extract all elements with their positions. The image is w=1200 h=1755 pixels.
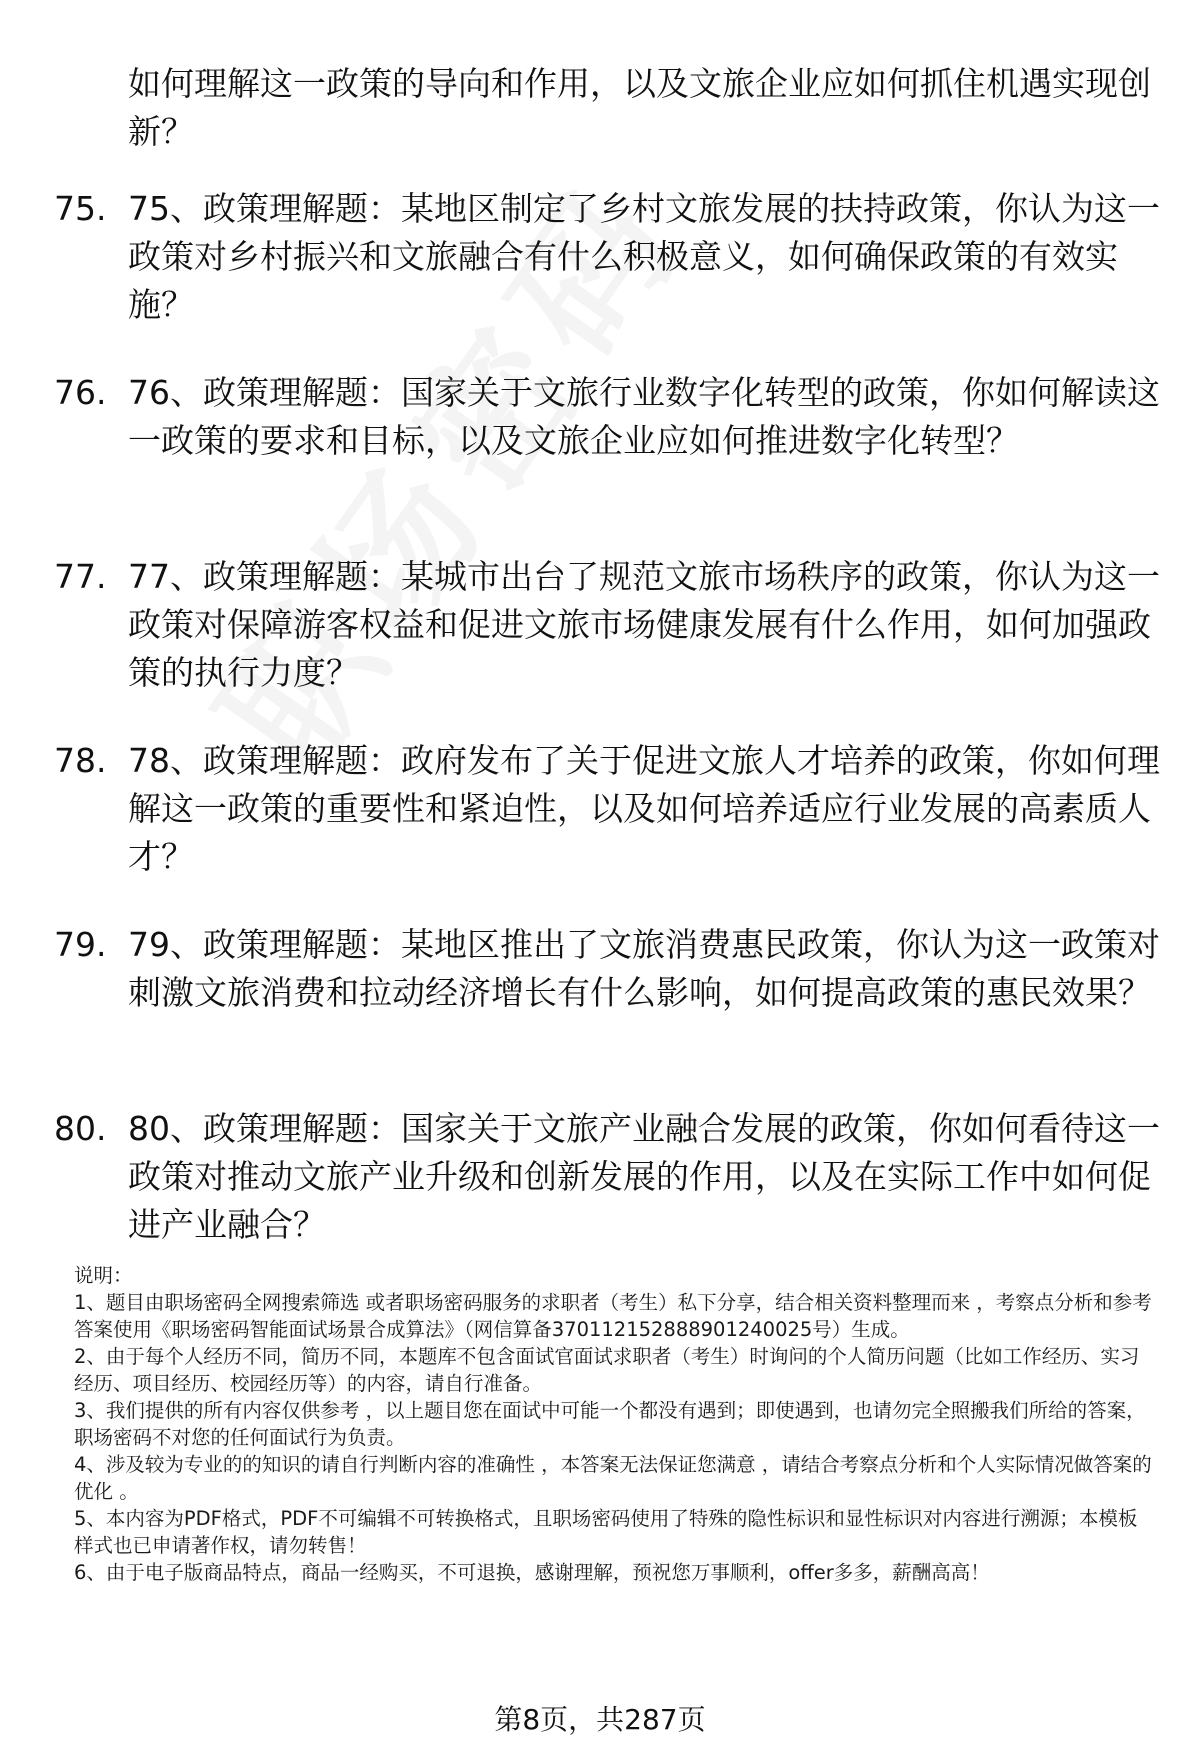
question-text: 79、政策理解题：某地区推出了文旅消费惠民政策，你认为这一政策对刺激文旅消费和拉动经济增长有什么影响，如何提高政策的惠民效果？ bbox=[128, 925, 1160, 1012]
note-item: 1、题目由职场密码全网搜索筛选 或者职场密码服务的求职者（考生）私下分享，结合相关资料整理而来 ，考察点分析和参考答案使用《职场密码智能面试场景合成算法》（网信算备370112152888901240025号）生成。 bbox=[74, 1291, 1152, 1341]
question-text: 75、政策理解题：某地区制定了乡村文旅发展的扶持政策，你认为这一政策对乡村振兴和文旅融合有什么积极意义，如何确保政策的有效实施？ bbox=[128, 189, 1160, 324]
list-item bbox=[0, 553, 1200, 737]
question-list bbox=[0, 185, 1200, 1289]
note-item: 6、由于电子版商品特点，商品一经购买，不可退换，感谢理解，预祝您万事顺利，offer多多，薪酬高高！ bbox=[74, 1561, 990, 1584]
note-item: 4、涉及较为专业的的知识的请自行判断内容的准确性 ，本答案无法保证您满意 ，请结合考察点分析和个人实际情况做答案的优化 。 bbox=[74, 1453, 1152, 1503]
continued-question-text: 如何理解这一政策的导向和作用，以及文旅企业应如何抓住机遇实现创新？ bbox=[128, 64, 1151, 151]
question-number: 78. bbox=[54, 741, 107, 780]
notes-section bbox=[74, 1262, 1154, 1586]
notes-title: 说明： bbox=[74, 1264, 133, 1287]
note-item: 2、由于每个人经历不同，简历不同，本题库不包含面试官面试求职者（考生）时询问的个人简历问题（比如工作经历、实习经历、项目经历、校园经历等）的内容，请自行准备。 bbox=[74, 1345, 1140, 1395]
question-number: 80. bbox=[54, 1109, 107, 1148]
question-text: 80、政策理解题：国家关于文旅产业融合发展的政策，你如何看待这一政策对推动文旅产业升级和创新发展的作用，以及在实际工作中如何促进产业融合？ bbox=[128, 1109, 1160, 1244]
question-number: 76. bbox=[54, 373, 107, 412]
question-text: 76、政策理解题：国家关于文旅行业数字化转型的政策，你如何解读这一政策的要求和目标，以及文旅企业应如何推进数字化转型？ bbox=[128, 373, 1160, 460]
note-item: 5、本内容为PDF格式，PDF不可编辑不可转换格式，且职场密码使用了特殊的隐性标识和显性标识对内容进行溯源；本模板样式也已申请著作权，请勿转售！ bbox=[74, 1507, 1138, 1557]
note-item: 3、我们提供的所有内容仅供参考 ，以上题目您在面试中可能一个都没有遇到；即使遇到，也请勿完全照搬我们所给的答案，职场密码不对您的任何面试行为负责。 bbox=[74, 1399, 1146, 1449]
question-number: 77. bbox=[54, 557, 107, 596]
list-item bbox=[0, 369, 1200, 553]
page-number: 第8页，共287页 bbox=[494, 1703, 706, 1736]
list-item bbox=[0, 737, 1200, 921]
question-text: 77、政策理解题：某城市出台了规范文旅市场秩序的政策，你认为这一政策对保障游客权益和促进文旅市场健康发展有什么作用，如何加强政策的执行力度？ bbox=[128, 557, 1160, 692]
list-item bbox=[0, 921, 1200, 1105]
question-number: 75. bbox=[54, 189, 107, 228]
list-item bbox=[0, 185, 1200, 369]
question-number: 79. bbox=[54, 925, 107, 964]
question-text: 78、政策理解题：政府发布了关于促进文旅人才培养的政策，你如何理解这一政策的重要性和紧迫性，以及如何培养适应行业发展的高素质人才？ bbox=[128, 741, 1160, 876]
